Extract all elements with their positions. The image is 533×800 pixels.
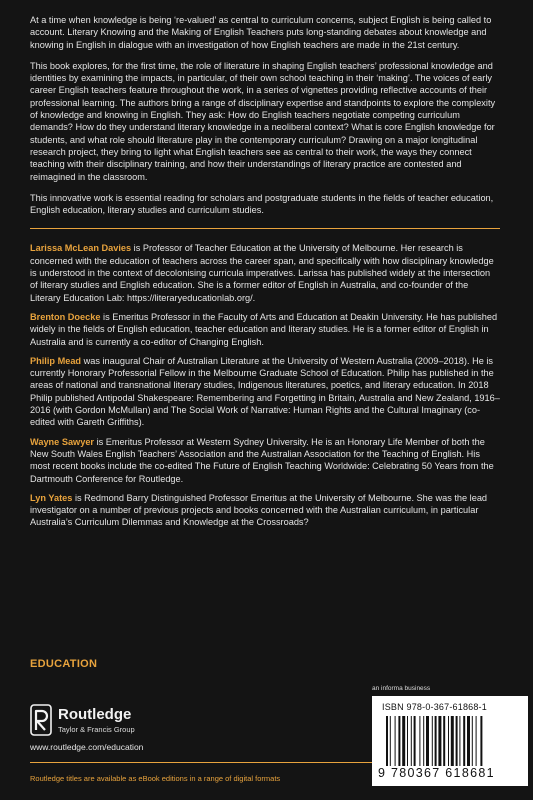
barcode-digits: 9 780367 618681 [378, 766, 495, 780]
blurb-paragraph-3: This innovative work is essential reading for scholars and postgraduate students in the fields of teacher education, English education, literary studies and curriculum studies. [30, 192, 494, 216]
author-bio-text: was inaugural Chair of Australian Literature at the University of Western Australia (2009–2018). He is currently Honorary Professorial Fellow in the Melbourne Graduate School of Education. Philip has published in the areas of national and transnational literary studies, Indigenous literatures, poetics, and literary education. In 2018 Philip published Antipodal Shakespeare: Remembering and Forgetting in Britain, Australia and New Zealand, 1916–2016 (with Gordon McMullan) and The Social Work of Narrative: Human Rights and the Cultural Imaginary (co-edited with Gareth Griffiths). [30, 355, 500, 428]
author-bio [30, 492, 500, 529]
publisher-group: Taylor & Francis Group [58, 725, 135, 734]
author-name: Brenton Doecke [30, 311, 101, 322]
author-name: Wayne Sawyer [30, 436, 95, 447]
publisher-logo [30, 704, 190, 744]
blurb-paragraph-1: At a time when knowledge is being ‘re-valued’ as central to curriculum concerns, subject English is being called to account. Literary Knowing and the Making of English Teachers puts long-standing debates about knowledge and knowing in English in dialogue with an investigation of how English teachers are made in the 21st century. [30, 15, 492, 50]
author-bio [30, 436, 500, 485]
author-name: Lyn Yates [30, 492, 73, 503]
author-name: Philip Mead [30, 355, 82, 366]
subject-category: EDUCATION [30, 658, 98, 670]
author-bio-text: is Emeritus Professor at Western Sydney University. He is an Honorary Life Member of both the New South Wales English Teachers’ Association and the Australian Association for the Teaching of English. His most recent books include the co-edited The Future of English Teaching Worldwide: Celebrating 50 Years from the Dartmouth Conference for Routledge. [30, 436, 494, 484]
cover-text [30, 14, 500, 536]
isbn-label: ISBN 978-0-367-61868-1 [382, 702, 487, 712]
routledge-mark-icon [30, 704, 52, 736]
author-bio-text: is Redmond Barry Distinguished Professor Emeritus at the University of Melbourne. She was the lead investigator on a number of previous projects and books concerned with the Australian curriculum, in particular Australia’s Curriculum Dilemmas and Knowledge at the Crossroads? [30, 492, 488, 528]
publisher-name: Routledge [58, 706, 132, 723]
author-bio [30, 242, 500, 303]
ebook-note: Routledge titles are available as eBook editions in a range of digital formats [30, 774, 281, 783]
author-bio-text: is Professor of Teacher Education at the University of Melbourne. Her research is concerned with the education of teachers across the career span, and specifically with how disciplinary knowledge is understood in the context of decolonising curricula imperatives. Larissa has published widely at the intersection of literary studies and English education. She is a former editor of English in Australia, and co-founder of the Literary Education Lab: https://literaryeducationlab.org/. [30, 243, 494, 303]
barcode-icon [386, 716, 514, 766]
author-bio [30, 355, 500, 429]
author-name: Larissa McLean Davies [30, 243, 132, 254]
informa-note: an informa business [372, 685, 431, 692]
author-bio-text: is Emeritus Professor in the Faculty of Arts and Education at Deakin University. He has published widely in the fields of English education, teacher education and literary studies. He is a former editor of English in Australia and is currently a co-editor of Changing English. [30, 311, 498, 347]
publisher-website[interactable]: www.routledge.com/education [30, 742, 144, 752]
blurb-paragraph-2: This book explores, for the first time, the role of literature in shaping English teachers’ professional knowledge and identities by examining the impacts, in particular, of their own school teaching in their ‘making’. The voices of early career English teachers feature throughout the work, in a series of vignettes providing reflective accounts of their professional learning. The authors bring a range of disciplinary expertise and standpoints to explore the complexity of knowledge and knowing in English. They ask: How do English teachers negotiate competing curriculum demands? How do they understand literary knowledge in a neoliberal context? What is core English knowledge for students, and what role should literature play in the contemporary curriculum? Drawing on a major longitudinal research project, they bring to light what English teachers see as central to their work, the ways they connect teaching with their disciplinary training, and how their understandings of literary practice are contested and reimagined in the classroom. [30, 60, 496, 182]
author-bio [30, 311, 500, 348]
section-divider [30, 228, 500, 229]
barcode-panel [372, 696, 528, 786]
